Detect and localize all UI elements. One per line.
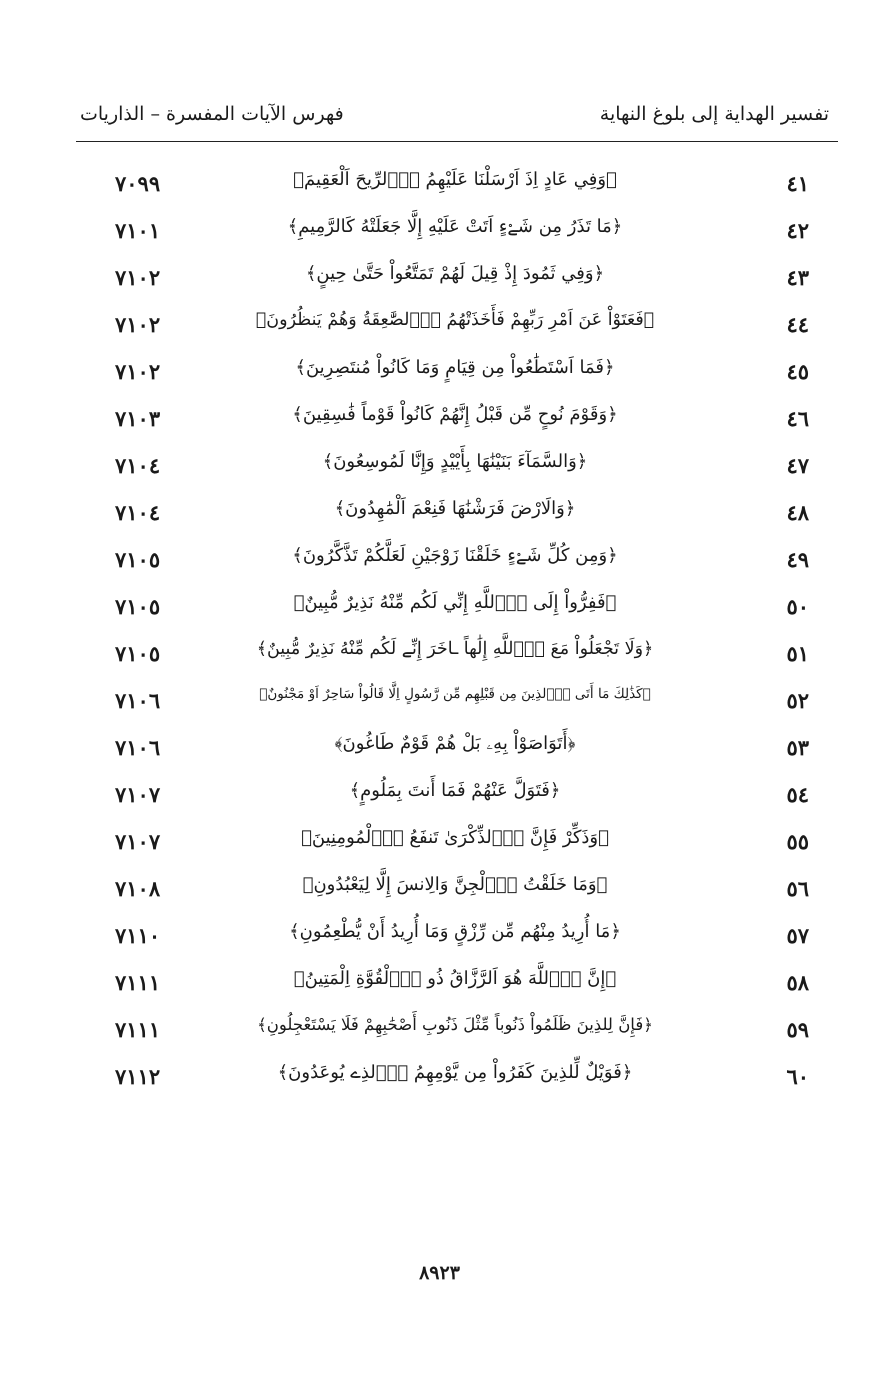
verse-number: ٤٨ xyxy=(786,500,809,525)
table-row xyxy=(0,351,879,398)
verse-number: ٤٣ xyxy=(786,265,809,290)
verse-text: ﴿مَا تَذَرُ مِن شَےْءٍ اَتَتْ عَلَيْهِ إِلَّا جَعَلَتْهُ كَالرَّمِيمِ﴾ xyxy=(287,216,623,237)
page-reference: ٧١٠٢ xyxy=(115,359,161,384)
verse-number: ٤٢ xyxy=(786,218,809,243)
table-row xyxy=(0,445,879,492)
verse-text: ﴿فَوَيْلٌ لِّلذِينَ كَفَرُواْ مِن يَّوْمِهِمُ اُ۬لذِے يُوعَدُونَ﴾ xyxy=(277,1062,633,1083)
verse-text: ﴿وَذَكِّرْ فَإِنَّ اَ۬لذِّكْرَىٰ تَنفَعُ اُ۬لْمُومِنِينَ﴾ xyxy=(301,827,609,848)
verse-number: ٤٥ xyxy=(786,359,809,384)
verse-text: ﴿وَفِي ثَمُودَ إِذْ قِيلَ لَهُمْ تَمَتَّعُواْ حَتَّىٰ حِينٍ﴾ xyxy=(305,263,605,284)
table-row xyxy=(0,868,879,915)
page-reference: ٧١١١ xyxy=(115,970,161,995)
verse-text: ﴿فَعَتَوْاْ عَنَ اَمْرِ رَبِّهِمْ فَأَخَذَتْهُمُ اُ۬لصَّٰعِقَةُ وَهُمْ يَنظُرُونَ﴾ xyxy=(255,310,655,330)
page-reference: ٧١١٢ xyxy=(115,1064,161,1089)
book-title: تفسير الهداية إلى بلوغ النهاية xyxy=(599,103,829,125)
table-row xyxy=(0,304,879,351)
verse-text: ﴿وَقَوْمَ نُوحٍ مِّن قَبْلُ إِنَّهُمْ كَانُواْ قَوْماً فَٰسِقِينَ﴾ xyxy=(292,404,618,425)
verse-number: ٥١ xyxy=(786,641,809,666)
verse-index-table xyxy=(0,163,879,1103)
verse-text: ﴿كَذَٰلِكَ مَا أَتَى اَ۬لذِينَ مِن قَبْلِهِم مِّن رَّسُولٍ اِلَّا قَالُواْ سَاحِرٌ اَوْ مَجْنُونٌ﴾ xyxy=(259,686,651,702)
section-title: فهرس الآيات المفسرة – الذاريات xyxy=(80,103,344,125)
header-rule xyxy=(76,141,838,142)
table-row xyxy=(0,915,879,962)
verse-number: ٤٧ xyxy=(786,453,809,478)
table-row xyxy=(0,633,879,680)
verse-number: ٥٣ xyxy=(786,735,809,760)
verse-text: ﴿فَتَوَلَّ عَنْهُمْ فَمَا أَنتَ بِمَلُومٍ﴾ xyxy=(349,780,561,801)
verse-text: ﴿فَإِنَّ لِلذِينَ ظَلَمُواْ ذَنُوباً مِّثْلَ ذَنُوبِ أَصْحَٰبِهِمْ فَلَا يَسْتَعْجِلُونِ﴾ xyxy=(257,1015,653,1034)
verse-number: ٤٩ xyxy=(786,547,809,572)
page-reference: ٧١١٠ xyxy=(115,923,161,948)
table-row xyxy=(0,1056,879,1103)
verse-number: ٥٥ xyxy=(786,829,809,854)
verse-number: ٥٠ xyxy=(786,594,809,619)
verse-text: ﴿فَفِرُّواْ إِلَى اَ۬للَّهِ إِنِّي لَكُم مِّنْهُ نَذِيرٌ مُّبِينٌ﴾ xyxy=(293,592,617,613)
table-row xyxy=(0,680,879,727)
verse-number: ٥٩ xyxy=(786,1017,809,1042)
page-reference: ٧١٠٢ xyxy=(115,265,161,290)
verse-text: ﴿فَمَا اَسْتَطَٰعُواْ مِن قِيَامٍ وَمَا كَانُواْ مُنتَصِرِينَ﴾ xyxy=(295,357,615,378)
verse-number: ٦٠ xyxy=(786,1064,809,1089)
verse-number: ٤٤ xyxy=(786,312,809,337)
verse-number: ٥٦ xyxy=(786,876,809,901)
verse-number: ٤٦ xyxy=(786,406,809,431)
table-row xyxy=(0,210,879,257)
page-reference: ٧١٠٤ xyxy=(115,453,161,478)
page-reference: ٧١٠٨ xyxy=(115,876,161,901)
table-row xyxy=(0,774,879,821)
verse-number: ٥٢ xyxy=(786,688,809,713)
verse-text: ﴿وَالَارْضَ فَرَشْنَٰهَا فَنِعْمَ اَلْمَٰهِدُونَ﴾ xyxy=(334,498,576,519)
page-reference: ٧١٠٢ xyxy=(115,312,161,337)
table-row xyxy=(0,492,879,539)
table-row xyxy=(0,727,879,774)
verse-number: ٥٨ xyxy=(786,970,809,995)
verse-text: ﴿وَالسَّمَآءَ بَنَيْنَٰهَا بِأَيْيْدٍ وَإِنَّا لَمُوسِعُونَ﴾ xyxy=(322,451,588,472)
running-header xyxy=(80,96,829,132)
page-reference: ٧١٠٦ xyxy=(115,688,161,713)
page-reference: ٧١٠٥ xyxy=(115,547,161,572)
verse-number: ٥٧ xyxy=(786,923,809,948)
page-reference: ٧١٠٧ xyxy=(115,782,161,807)
page-reference: ٧١٠٥ xyxy=(115,594,161,619)
page-reference: ٧١٠٤ xyxy=(115,500,161,525)
page-reference: ٧١٠٦ xyxy=(115,735,161,760)
table-row xyxy=(0,539,879,586)
page-reference: ٧١٠٥ xyxy=(115,641,161,666)
verse-text: ﴿إِنَّ اَ۬للَّهَ هُوَ اَلرَّزَّاقُ ذُو اُ۬لْقُوَّةِ اِلْمَتِينُ﴾ xyxy=(293,968,617,989)
verse-text: ﴿وَفِي عَادٍ اِذَ اَرْسَلْنَا عَلَيْهِمُ اُ۬لرِّيحَ اَلْعَقِيمَ﴾ xyxy=(293,169,617,190)
page-number: ٨٩٢٣ xyxy=(419,1262,460,1284)
table-row xyxy=(0,1009,879,1056)
table-row xyxy=(0,163,879,210)
page-reference: ٧٠٩٩ xyxy=(115,171,161,196)
table-row xyxy=(0,821,879,868)
verse-number: ٥٤ xyxy=(786,782,809,807)
verse-number: ٤١ xyxy=(786,171,809,196)
page-reference: ٧١٠١ xyxy=(115,218,161,243)
verse-text: ﴿وَمِن كُلِّ شَےْءٍ خَلَقْنَا زَوْجَيْنِ لَعَلَّكُمْ تَذَّكَّرُونَ﴾ xyxy=(292,545,618,566)
verse-text: ﴿مَا أُرِيدُ مِنْهُم مِّن رِّزْقٍ وَمَا أُرِيدُ أَنْ يُّطْعِمُونِ﴾ xyxy=(289,921,621,942)
verse-text: ﴿وَلَا تَجْعَلُواْ مَعَ اَ۬للَّهِ إِلَٰهاً ـاخَرَ إِنِّے لَكُم مِّنْهُ نَذِيرٌ مُّبِينٌ﴾ xyxy=(256,639,654,659)
table-row xyxy=(0,962,879,1009)
table-row xyxy=(0,398,879,445)
table-row xyxy=(0,257,879,304)
page-reference: ٧١١١ xyxy=(115,1017,161,1042)
table-row xyxy=(0,586,879,633)
verse-text: ﴿وَمَا خَلَقْتُ اُ۬لْجِنَّ وَالِانسَ إِلَّا لِيَعْبُدُونِ﴾ xyxy=(302,874,608,895)
page-reference: ٧١٠٧ xyxy=(115,829,161,854)
page-reference: ٧١٠٣ xyxy=(115,406,161,431)
verse-text: ﴿أَتَوَاصَوْاْ بِهِۦ بَلْ هُمْ قَوْمٌ طَاغُونَ﴾ xyxy=(334,733,576,754)
